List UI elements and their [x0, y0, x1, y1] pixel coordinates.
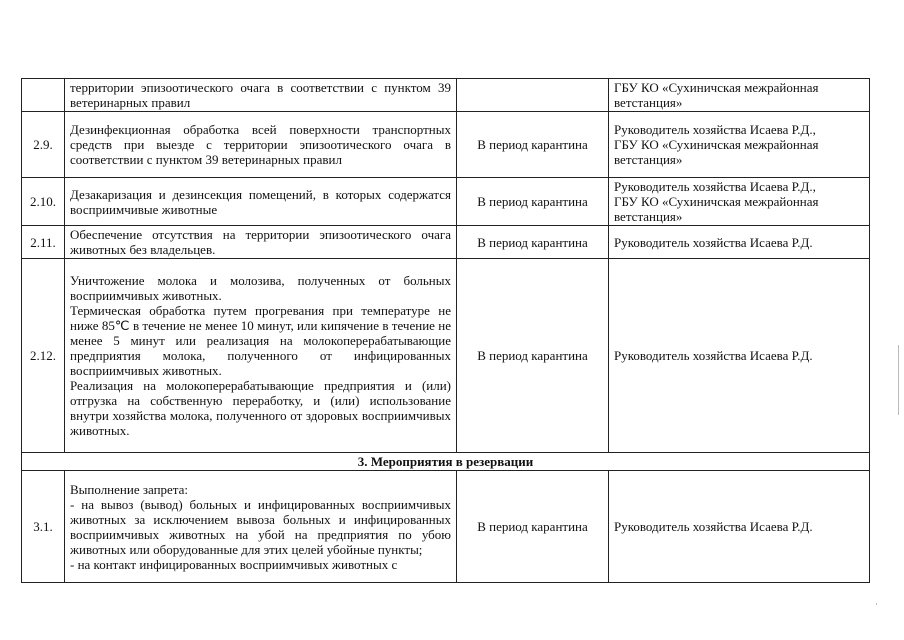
table-row: [22, 178, 870, 226]
responsible-cell: [609, 471, 870, 583]
measure-text: - на вывоз (вывод) больных и инфицированных восприимчивых животных за исключением вывоза больных и инфицированных восприимчивых животных на убой на предприятия по убою животных или оборудованные для этих целей убойные пункты;: [70, 496, 451, 557]
responsible-text: Руководитель хозяйства Исаева Р.Д.: [614, 348, 813, 363]
responsible-text: ГБУ КО «Сухиничская межрайонная ветстанция»: [614, 80, 819, 110]
responsible-text: ГБУ КО «Сухиничская межрайонная ветстанция»: [614, 194, 819, 224]
period-cell: В период карантина: [457, 226, 609, 259]
measure-text: - на контакт инфицированных восприимчивых животных с: [70, 556, 398, 572]
responsible-cell: [609, 79, 870, 112]
period-cell: В период карантина: [457, 259, 609, 453]
period-cell: В период карантина: [457, 471, 609, 583]
measure-text: Термическая обработка путем прогревания при температуре не ниже 85℃ в течение не менее 10 минут, или кипячение в течение не менее 5 минут или реализация на молокоперерабатывающие предприятия молока, полученного от инфицированных восприимчивых животных.: [70, 303, 451, 378]
table-row: [22, 471, 870, 583]
measure-description: [65, 471, 457, 583]
row-number: 2.9.: [22, 112, 65, 178]
measure-text: Дезинфекционная обработка всей поверхности транспортных средств при выезде с территории эпизоотического очага в соответствии с пунктом 39 ветеринарных правил: [70, 122, 451, 167]
table-row: [22, 226, 870, 259]
row-number: 2.11.: [22, 226, 65, 259]
scan-artifact-dot: [876, 603, 877, 605]
period-cell: В период карантина: [457, 112, 609, 178]
responsible-cell: [609, 178, 870, 226]
responsible-text: Руководитель хозяйства Исаева Р.Д.: [614, 519, 813, 534]
measure-description: [65, 178, 457, 226]
responsible-text: Руководитель хозяйства Исаева Р.Д.,: [614, 179, 816, 194]
period-cell: [457, 79, 609, 112]
section-title: 3. Мероприятия в резервации: [22, 453, 870, 471]
responsible-text: ГБУ КО «Сухиничская межрайонная ветстанция»: [614, 137, 819, 167]
section-header-row: [22, 453, 870, 471]
measure-text: Выполнение запрета:: [70, 481, 189, 497]
measure-description: [65, 79, 457, 112]
measure-text: Обеспечение отсутствия на территории эпизоотического очага животных без владельцев.: [70, 227, 451, 257]
period-cell: В период карантина: [457, 178, 609, 226]
scan-artifact-line: [898, 345, 899, 415]
measure-text: территории эпизоотического очага в соответствии с пунктом 39 ветеринарных правил: [70, 80, 451, 110]
responsible-cell: [609, 259, 870, 453]
responsible-text: Руководитель хозяйства Исаева Р.Д.,: [614, 122, 816, 137]
row-number: 2.12.: [22, 259, 65, 453]
measure-text: Реализация на молокоперерабатывающие предприятия и (или) отгрузка на собственную переработку, и (или) использование внутри хозяйства молока, полученного от здоровых восприимчивых животных.: [70, 378, 451, 438]
measure-description: [65, 226, 457, 259]
measure-text: Дезакаризация и дезинсекция помещений, в которых содержатся восприимчивые животные: [70, 186, 451, 217]
measure-description: [65, 259, 457, 453]
table-row: [22, 112, 870, 178]
measure-description: [65, 112, 457, 178]
responsible-text: Руководитель хозяйства Исаева Р.Д.: [614, 234, 813, 250]
quarantine-measures-table: [21, 78, 870, 583]
row-number: 3.1.: [22, 471, 65, 583]
responsible-cell: [609, 226, 870, 259]
row-number: [22, 79, 65, 112]
row-number: 2.10.: [22, 178, 65, 226]
table-row: [22, 79, 870, 112]
responsible-cell: [609, 112, 870, 178]
table-row: [22, 259, 870, 453]
measure-text: Уничтожение молока и молозива, полученных от больных восприимчивых животных.: [70, 273, 451, 303]
